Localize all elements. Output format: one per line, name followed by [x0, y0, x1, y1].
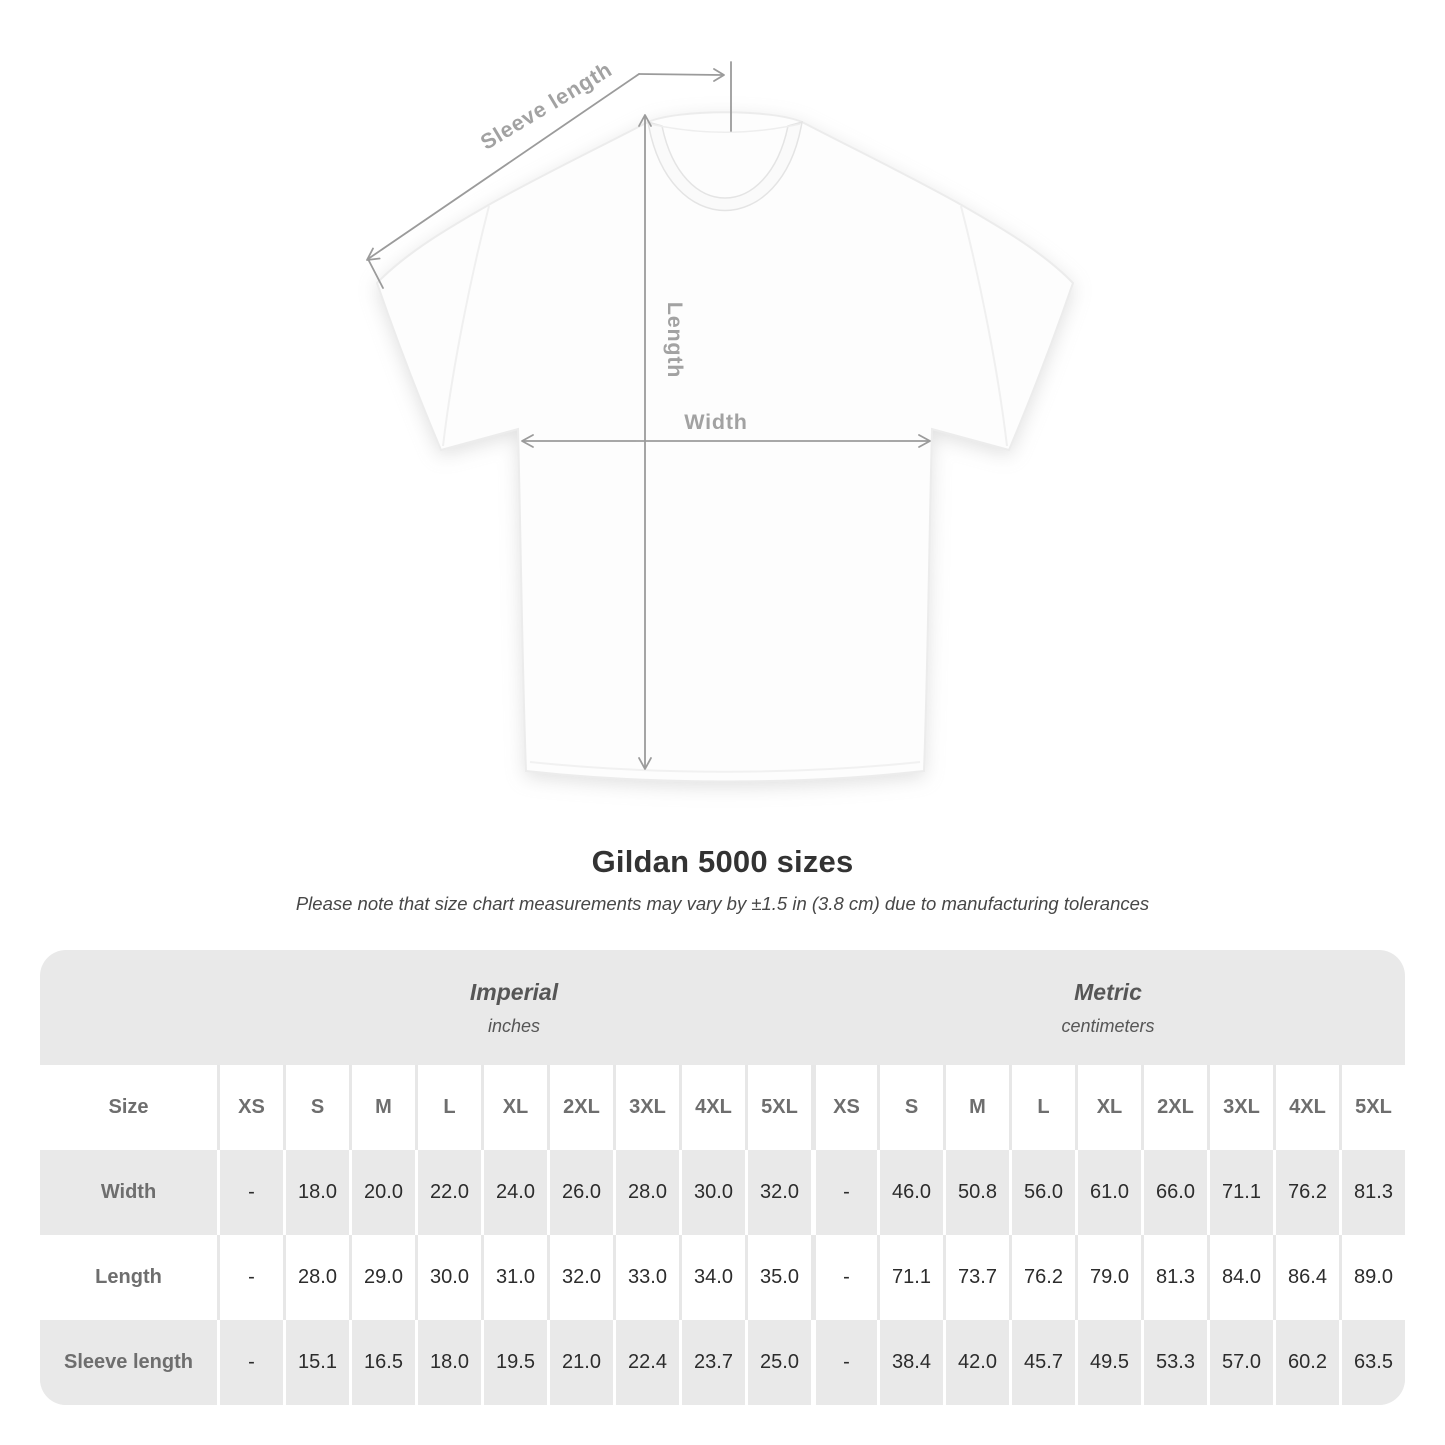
- size-header-metric-5xl: 5XL: [1339, 1065, 1405, 1150]
- value-cell-imperial: 30.0: [679, 1150, 745, 1235]
- value-cell-metric: 42.0: [943, 1320, 1009, 1405]
- value-cell-metric: 56.0: [1009, 1150, 1075, 1235]
- value-cell-metric: 61.0: [1075, 1150, 1141, 1235]
- value-cell-metric: 76.2: [1009, 1235, 1075, 1320]
- value-cell-metric: -: [811, 1235, 877, 1320]
- size-header-imperial-s: S: [283, 1065, 349, 1150]
- value-cell-imperial: 30.0: [415, 1235, 481, 1320]
- value-cell-imperial: 18.0: [415, 1320, 481, 1405]
- value-cell-metric: 63.5: [1339, 1320, 1405, 1405]
- value-cell-metric: 84.0: [1207, 1235, 1273, 1320]
- value-cell-metric: 50.8: [943, 1150, 1009, 1235]
- value-cell-imperial: 24.0: [481, 1150, 547, 1235]
- value-cell-imperial: 20.0: [349, 1150, 415, 1235]
- imperial-unit: inches: [487, 1015, 541, 1036]
- length-label: Length: [663, 301, 687, 379]
- row-label: Sleeve length: [40, 1320, 217, 1405]
- value-cell-imperial: 31.0: [481, 1235, 547, 1320]
- value-cell-metric: 49.5: [1075, 1320, 1141, 1405]
- value-cell-imperial: 18.0: [283, 1150, 349, 1235]
- value-cell-imperial: 35.0: [745, 1235, 811, 1320]
- value-cell-imperial: 32.0: [547, 1235, 613, 1320]
- tolerance-note: Please note that size chart measurements may vary by ±1.5 in (3.8 cm) due to manufacturing tolerances: [295, 893, 1150, 914]
- value-cell-imperial: 16.5: [349, 1320, 415, 1405]
- value-cell-imperial: 28.0: [613, 1150, 679, 1235]
- metric-unit: centimeters: [1061, 1015, 1155, 1036]
- heading-block: [0, 844, 1445, 915]
- value-cell-metric: 86.4: [1273, 1235, 1339, 1320]
- value-cell-imperial: 29.0: [349, 1235, 415, 1320]
- size-header-imperial-3xl: 3XL: [613, 1065, 679, 1150]
- size-header-metric-3xl: 3XL: [1207, 1065, 1273, 1150]
- value-cell-metric: 38.4: [877, 1320, 943, 1405]
- value-cell-metric: 81.3: [1339, 1150, 1405, 1235]
- value-cell-metric: 60.2: [1273, 1320, 1339, 1405]
- value-cell-metric: 71.1: [1207, 1150, 1273, 1235]
- imperial-section-header: [217, 950, 811, 1065]
- value-cell-imperial: 21.0: [547, 1320, 613, 1405]
- row-label: Length: [40, 1235, 217, 1320]
- size-header-metric-4xl: 4XL: [1273, 1065, 1339, 1150]
- value-cell-metric: 76.2: [1273, 1150, 1339, 1235]
- value-cell-imperial: -: [217, 1320, 283, 1405]
- value-cell-metric: 45.7: [1009, 1320, 1075, 1405]
- sleeve-horizontal-line: [639, 74, 722, 75]
- sleeve-extension-line: [368, 259, 383, 288]
- metric-label: Metric: [1074, 978, 1142, 1005]
- value-cell-metric: 46.0: [877, 1150, 943, 1235]
- size-table: [40, 950, 1405, 1405]
- value-cell-metric: -: [811, 1320, 877, 1405]
- row-label: Width: [40, 1150, 217, 1235]
- value-cell-metric: -: [811, 1150, 877, 1235]
- value-cell-imperial: 28.0: [283, 1235, 349, 1320]
- size-col-header: Size: [40, 1065, 217, 1150]
- size-header-imperial-2xl: 2XL: [547, 1065, 613, 1150]
- value-cell-imperial: 33.0: [613, 1235, 679, 1320]
- value-cell-imperial: 15.1: [283, 1320, 349, 1405]
- value-cell-imperial: -: [217, 1235, 283, 1320]
- size-header-imperial-xl: XL: [481, 1065, 547, 1150]
- value-cell-imperial: 32.0: [745, 1150, 811, 1235]
- size-header-metric-m: M: [943, 1065, 1009, 1150]
- value-cell-imperial: 34.0: [679, 1235, 745, 1320]
- imperial-label: Imperial: [469, 978, 559, 1005]
- size-header-metric-xs: XS: [811, 1065, 877, 1150]
- value-cell-metric: 81.3: [1141, 1235, 1207, 1320]
- value-cell-metric: 66.0: [1141, 1150, 1207, 1235]
- size-header-imperial-4xl: 4XL: [679, 1065, 745, 1150]
- value-cell-imperial: 22.4: [613, 1320, 679, 1405]
- value-cell-metric: 53.3: [1141, 1320, 1207, 1405]
- size-header-metric-2xl: 2XL: [1141, 1065, 1207, 1150]
- value-cell-imperial: 23.7: [679, 1320, 745, 1405]
- size-header-metric-l: L: [1009, 1065, 1075, 1150]
- size-header-metric-xl: XL: [1075, 1065, 1141, 1150]
- value-cell-metric: 73.7: [943, 1235, 1009, 1320]
- size-header-imperial-l: L: [415, 1065, 481, 1150]
- metric-section-header: [811, 950, 1405, 1065]
- value-cell-metric: 57.0: [1207, 1320, 1273, 1405]
- sleeve-length-label: Sleeve length: [476, 57, 617, 155]
- arrow-sleeve-icon: [367, 249, 380, 261]
- value-cell-imperial: -: [217, 1150, 283, 1235]
- value-cell-imperial: 26.0: [547, 1150, 613, 1235]
- size-header-metric-s: S: [877, 1065, 943, 1150]
- units-band-spacer: [40, 950, 217, 1065]
- value-cell-imperial: 25.0: [745, 1320, 811, 1405]
- value-cell-metric: 79.0: [1075, 1235, 1141, 1320]
- value-cell-metric: 71.1: [877, 1235, 943, 1320]
- width-label: Width: [684, 410, 748, 434]
- tshirt-shape: [377, 112, 1073, 781]
- value-cell-imperial: 19.5: [481, 1320, 547, 1405]
- size-header-imperial-m: M: [349, 1065, 415, 1150]
- size-header-imperial-5xl: 5XL: [745, 1065, 811, 1150]
- value-cell-imperial: 22.0: [415, 1150, 481, 1235]
- value-cell-metric: 89.0: [1339, 1235, 1405, 1320]
- size-header-imperial-xs: XS: [217, 1065, 283, 1150]
- page-title: Gildan 5000 sizes: [591, 844, 854, 879]
